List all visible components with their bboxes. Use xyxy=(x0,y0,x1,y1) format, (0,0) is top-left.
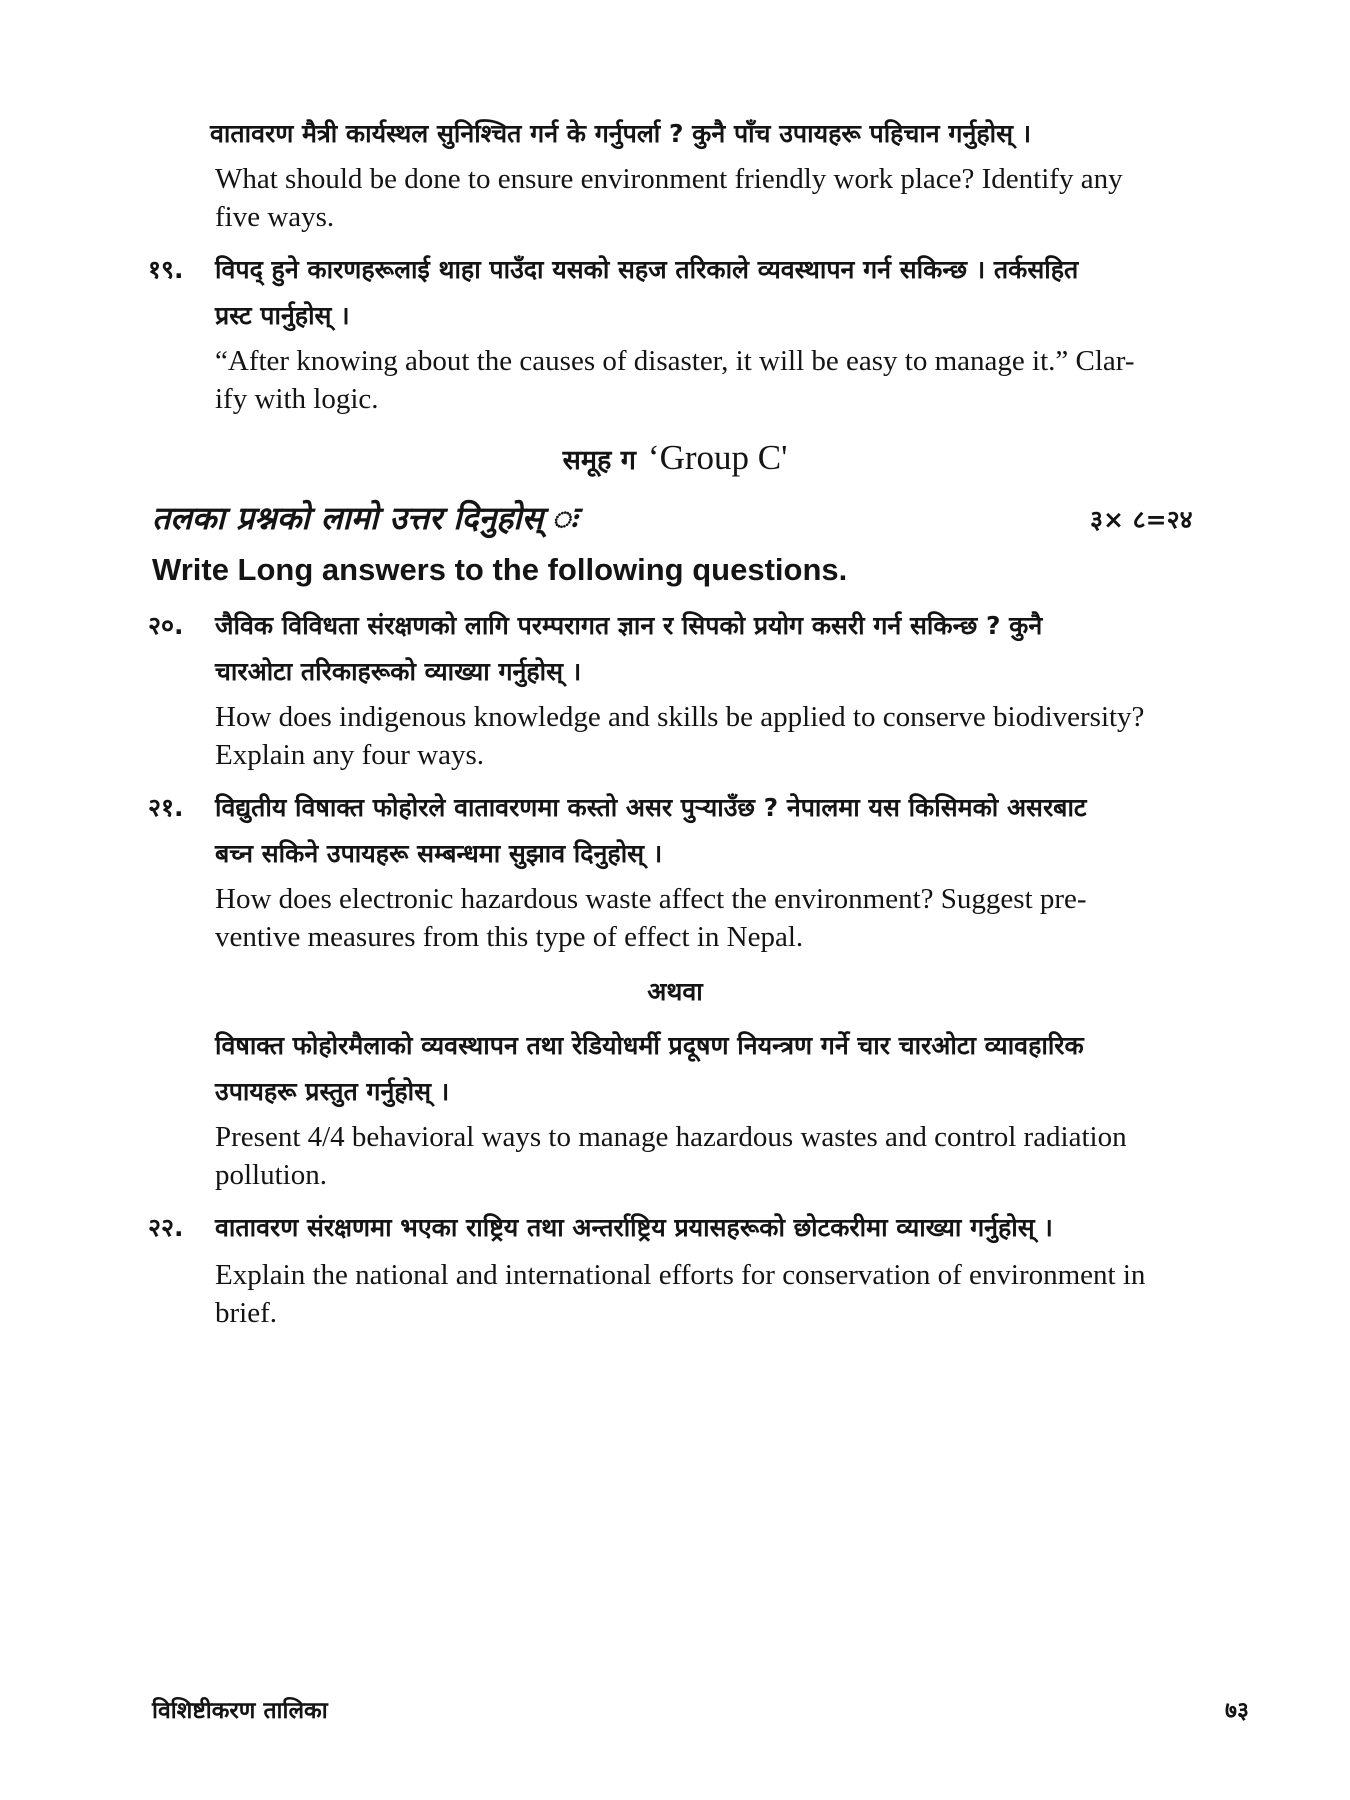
q21-number: २१. xyxy=(148,793,184,822)
q21-alt-english-line2: pollution. xyxy=(215,1159,327,1191)
q18-nepali: वातावरण मैत्री कार्यस्थल सुनिश्चित गर्न के गर्नुपर्ला ? कुनै पाँच उपायहरू पहिचान गर्नुहोस् । xyxy=(210,119,1032,148)
q21-nepali-line2: बच्न सकिने उपायहरू सम्बन्धमा सुझाव दिनुहोस् । xyxy=(215,839,663,868)
q20-english-line2: Explain any four ways. xyxy=(215,739,484,771)
q20-nepali-line2: चारओटा तरिकाहरूको व्याख्या गर्नुहोस् । xyxy=(215,657,582,686)
q19-nepali-line2: प्रस्ट पार्नुहोस् । xyxy=(215,301,350,330)
q22-english-line1: Explain the national and international efforts for conservation of environment in xyxy=(215,1259,1146,1291)
page-number: ७३ xyxy=(1225,1698,1249,1724)
q18-english-line2: five ways. xyxy=(215,201,335,233)
q22-nepali-line1: वातावरण संरक्षणमा भएका राष्ट्रिय तथा अन्तर्राष्ट्रिय प्रयासहरूको छोटकरीमा व्याख्या गर्नुहोस् । xyxy=(215,1213,1053,1242)
section-instruction-nepali: तलका प्रश्नको लामो उत्तर दिनुहोस् ः xyxy=(152,499,577,537)
q20-english-line1: How does indigenous knowledge and skills be applied to conserve biodiversity? xyxy=(215,701,1145,733)
q21-alt-nepali-line1: विषाक्त फोहोरमैलाको व्यवस्थापन तथा रेडियोधर्मी प्रदूषण नियन्त्रण गर्ने चार चारओटा व्यावहारिक xyxy=(215,1031,1084,1060)
q22-english-line2: brief. xyxy=(215,1297,277,1329)
q21-nepali-line1: विद्युतीय विषाक्त फोहोरले वातावरणमा कस्तो असर पुऱ्याउँछ ? नेपालमा यस किसिमको असरबाट xyxy=(215,793,1087,822)
q21-alt-nepali-line2: उपायहरू प्रस्तुत गर्नुहोस् । xyxy=(215,1077,450,1106)
q19-nepali-line1: विपद् हुने कारणहरूलाई थाहा पाउँदा यसको सहज तरिकाले व्यवस्थापन गर्न सकिन्छ । तर्कसहित xyxy=(215,255,1079,284)
q19-english-line1: “After knowing about the causes of disaster, it will be easy to manage it.” Clar- xyxy=(215,345,1135,377)
footer-title: विशिष्टीकरण तालिका xyxy=(152,1698,328,1724)
group-title xyxy=(0,438,1350,478)
section-marks: ३× ८=२४ xyxy=(1090,505,1193,534)
q21-english-line2: ventive measures from this type of effect in Nepal. xyxy=(215,921,804,953)
q20-nepali-line1: जैविक विविधता संरक्षणको लागि परम्परागत ज्ञान र सिपको प्रयोग कसरी गर्न सकिन्छ ? कुनै xyxy=(215,611,1043,640)
q21-english-line1: How does electronic hazardous waste affect the environment? Suggest pre- xyxy=(215,883,1087,915)
group-title-nepali: समूह ग xyxy=(562,445,636,476)
section-instruction-english: Write Long answers to the following questions. xyxy=(152,552,848,587)
q20-number: २०. xyxy=(148,611,184,640)
q21-alt-english-line1: Present 4/4 behavioral ways to manage hazardous wastes and control radiation xyxy=(215,1121,1127,1153)
group-title-english: ‘Group C' xyxy=(647,438,788,477)
or-separator: अथवा xyxy=(647,977,703,1006)
q18-english-line1: What should be done to ensure environment friendly work place? Identify any xyxy=(215,163,1123,195)
q19-number: १९. xyxy=(148,255,184,284)
q19-english-line2: ify with logic. xyxy=(215,383,379,415)
q22-number: २२. xyxy=(148,1213,184,1242)
